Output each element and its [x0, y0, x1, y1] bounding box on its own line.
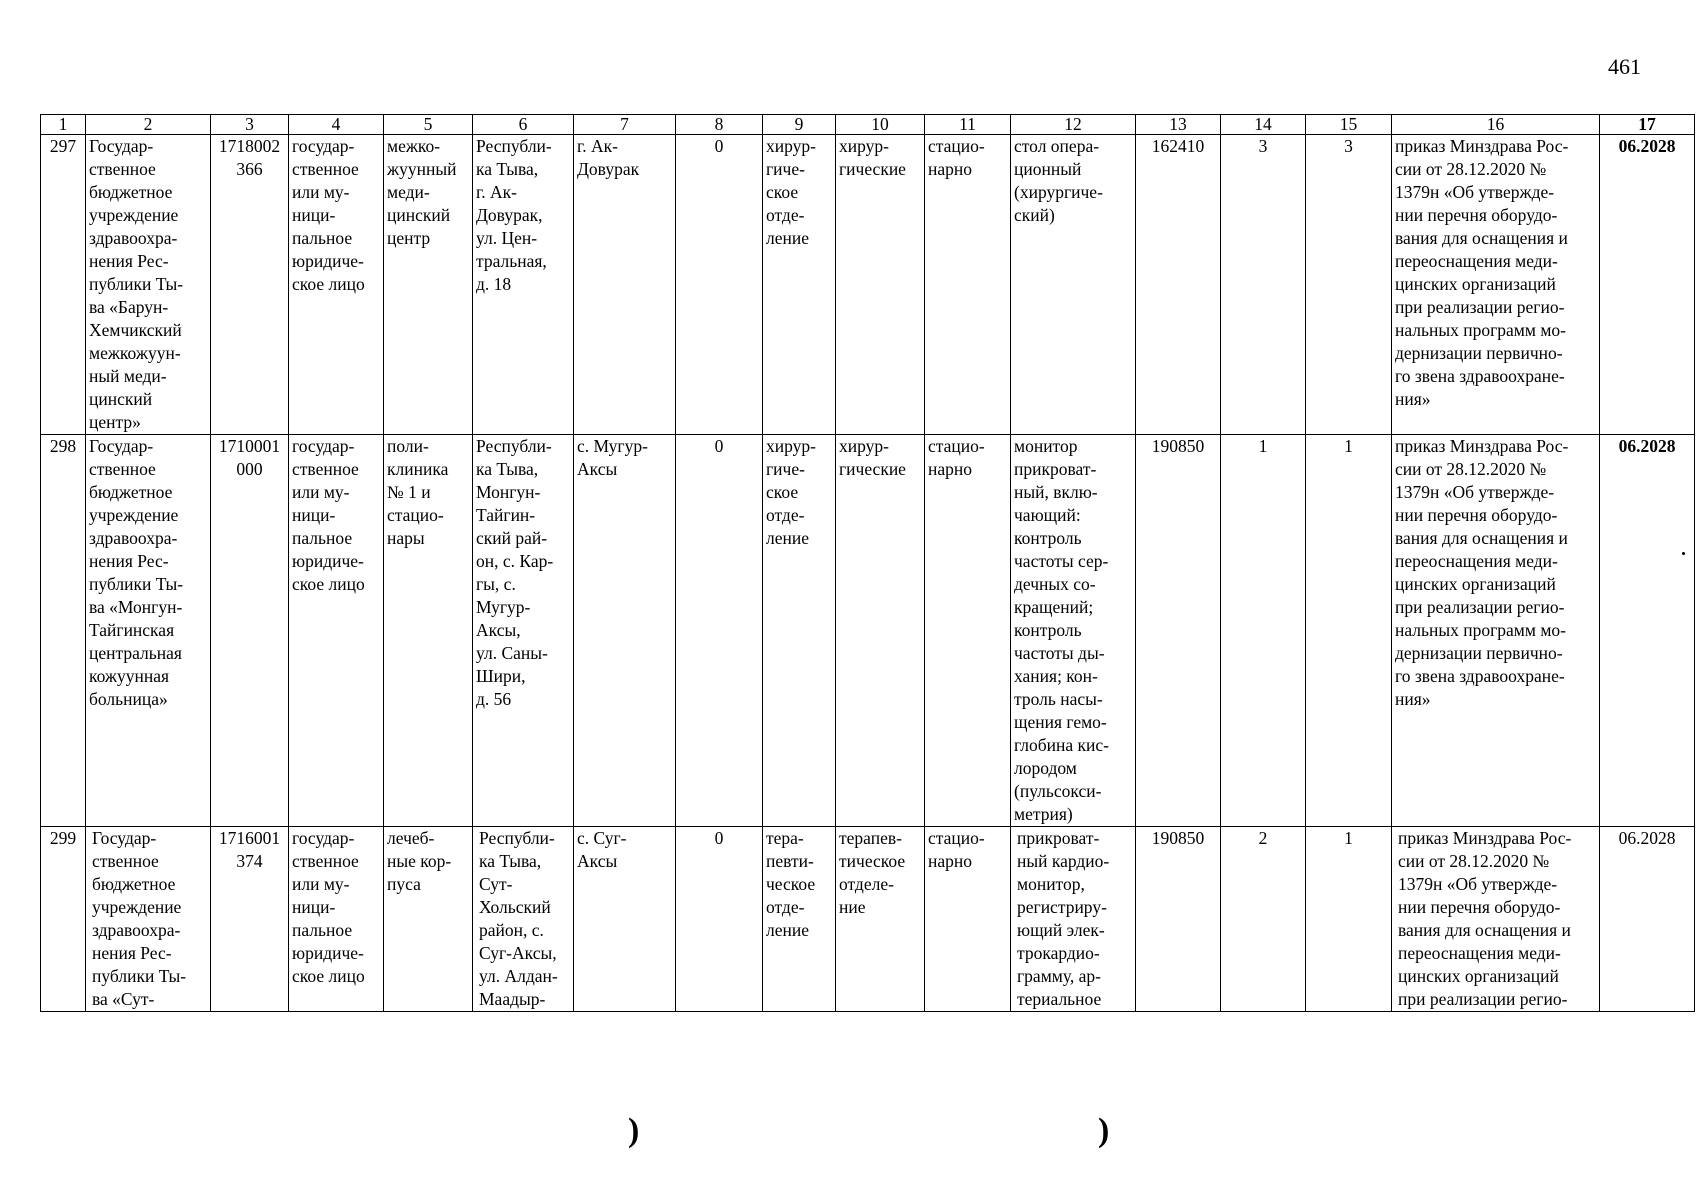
value-col8: 0 — [676, 435, 763, 827]
department: хирур- гиче- ское отде- ление — [763, 135, 836, 435]
column-number: 17 — [1600, 115, 1695, 135]
equipment-name: прикроват- ный кардио- монитор, регистриру- ющий элек- трокардио- грамму, ар- териальное — [1017, 828, 1110, 1009]
legal-basis: приказ Минздрава Рос- сии от 28.12.2020 № 1379н «Об утвержде- нии перечня оборудо- вания для оснащения и переоснащения меди- цинских организаций при реализации регио- нальных программ мо- дернизации первично- го звена здравоохране- ния» — [1392, 135, 1600, 435]
equipment-name: монитор прикроват- ный, вклю- чающий: контроль частоты сер- дечных со- кращений; контроль частоты ды- хания; кон- троль насы- щения гемо- глобина кис- лородом (пульсокси- метрия) — [1011, 435, 1136, 827]
table-row — [41, 435, 1695, 827]
quantity-col15: 1 — [1306, 435, 1392, 827]
row-number: 298 — [41, 435, 86, 827]
page-number: 461 — [1608, 54, 1641, 79]
profile: терапев- тическое отделе- ние — [836, 827, 925, 1012]
unit-type: лечеб- ные кор- пуса — [384, 827, 473, 1012]
equipment-code: 190850 — [1136, 827, 1221, 1012]
column-number: 10 — [836, 115, 925, 135]
equipment-table — [40, 114, 1695, 1012]
legal-form: государ- ственное или му- ници- пальное юридиче- ское лицо — [289, 135, 384, 435]
due-date: 06.2028 — [1600, 435, 1695, 827]
legal-basis: приказ Минздрава Рос- сии от 28.12.2020 № 1379н «Об утвержде- нии перечня оборудо- вания для оснащения и переоснащения меди- цинских организаций при реализации регио- нальных программ мо- дернизации первично- го звена здравоохране- ния» — [1392, 435, 1600, 827]
care-conditions: стацио- нарно — [925, 135, 1011, 435]
legal-basis: приказ Минздрава Рос- сии от 28.12.2020 № 1379н «Об утвержде- нии перечня оборудо- вания для оснащения и переоснащения меди- цинских организаций при реализации регио- — [1398, 828, 1572, 1009]
quantity-col14: 1 — [1221, 435, 1306, 827]
value-col8: 0 — [676, 135, 763, 435]
equipment-code: 190850 — [1136, 435, 1221, 827]
profile: хирур- гические — [836, 435, 925, 827]
institution-name: Государ- ственное бюджетное учреждение здравоохра- нения Рес- публики Ты- ва «Барун- Хемчикский межкожуун- ный меди- цинский центр» — [86, 135, 211, 435]
column-number: 8 — [676, 115, 763, 135]
column-number: 4 — [289, 115, 384, 135]
registry-code: 1716001 374 — [211, 827, 289, 1012]
column-number: 6 — [473, 115, 574, 135]
column-number: 7 — [574, 115, 676, 135]
locality: г. Ак- Довурак — [574, 135, 676, 435]
column-number: 13 — [1136, 115, 1221, 135]
equipment-code: 162410 — [1136, 135, 1221, 435]
address: Республи- ка Тыва, г. Ак- Довурак, ул. Цен- тральная, д. 18 — [473, 135, 574, 435]
bottom-mark-right: ) — [1098, 1112, 1110, 1149]
column-number: 16 — [1392, 115, 1600, 135]
care-conditions: стацио- нарно — [925, 827, 1011, 1012]
department: тера- певти- ческое отде- ление — [763, 827, 836, 1012]
due-date: 06.2028 — [1600, 135, 1695, 435]
department: хирур- гиче- ское отде- ление — [763, 435, 836, 827]
equipment-name: стол опера- ционный (хирургиче- ский) — [1011, 135, 1136, 435]
institution-name: Государ- ственное бюджетное учреждение здравоохра- нения Рес- публики Ты- ва «Монгун- Тайгинская центральная кожуунная больница» — [86, 435, 211, 827]
column-number: 11 — [925, 115, 1011, 135]
due-date: 06.2028 — [1600, 827, 1695, 1012]
quantity-col14: 2 — [1221, 827, 1306, 1012]
column-number: 15 — [1306, 115, 1392, 135]
quantity-col15: 1 — [1306, 827, 1392, 1012]
institution-name: Государ- ственное бюджетное учреждение здравоохра- нения Рес- публики Ты- ва «Сут- — [92, 828, 187, 1009]
locality: с. Мугур- Аксы — [574, 435, 676, 827]
table-row — [41, 135, 1695, 435]
column-number: 14 — [1221, 115, 1306, 135]
profile: хирур- гические — [836, 135, 925, 435]
column-number: 3 — [211, 115, 289, 135]
column-number-row — [41, 115, 1695, 135]
column-number: 1 — [41, 115, 86, 135]
row-number: 299 — [41, 827, 86, 1012]
column-number: 2 — [86, 115, 211, 135]
registry-code: 1718002 366 — [211, 135, 289, 435]
row-number: 297 — [41, 135, 86, 435]
legal-form: государ- ственное или му- ници- пальное юридиче- ское лицо — [289, 827, 384, 1012]
table-row — [41, 827, 1695, 1012]
address: Республи- ка Тыва, Монгун- Тайгин- ский рай- он, с. Кар- гы, с. Мугур- Аксы, ул. Саны- Шири, д. 56 — [473, 435, 574, 827]
column-number: 12 — [1011, 115, 1136, 135]
bottom-mark-left: ) — [628, 1112, 640, 1149]
scan-speck — [1682, 552, 1685, 555]
quantity-col14: 3 — [1221, 135, 1306, 435]
unit-type: поли- клиника № 1 и стацио- нары — [384, 435, 473, 827]
quantity-col15: 3 — [1306, 135, 1392, 435]
address: Республи- ка Тыва, Сут- Хольский район, с. Суг-Аксы, ул. Алдан- Маадыр- — [479, 828, 558, 1009]
legal-form: государ- ственное или му- ници- пальное юридиче- ское лицо — [289, 435, 384, 827]
column-number: 9 — [763, 115, 836, 135]
locality: с. Суг- Аксы — [574, 827, 676, 1012]
value-col8: 0 — [676, 827, 763, 1012]
unit-type: межко- жуунный меди- цинский центр — [384, 135, 473, 435]
registry-code: 1710001 000 — [211, 435, 289, 827]
column-number: 5 — [384, 115, 473, 135]
care-conditions: стацио- нарно — [925, 435, 1011, 827]
